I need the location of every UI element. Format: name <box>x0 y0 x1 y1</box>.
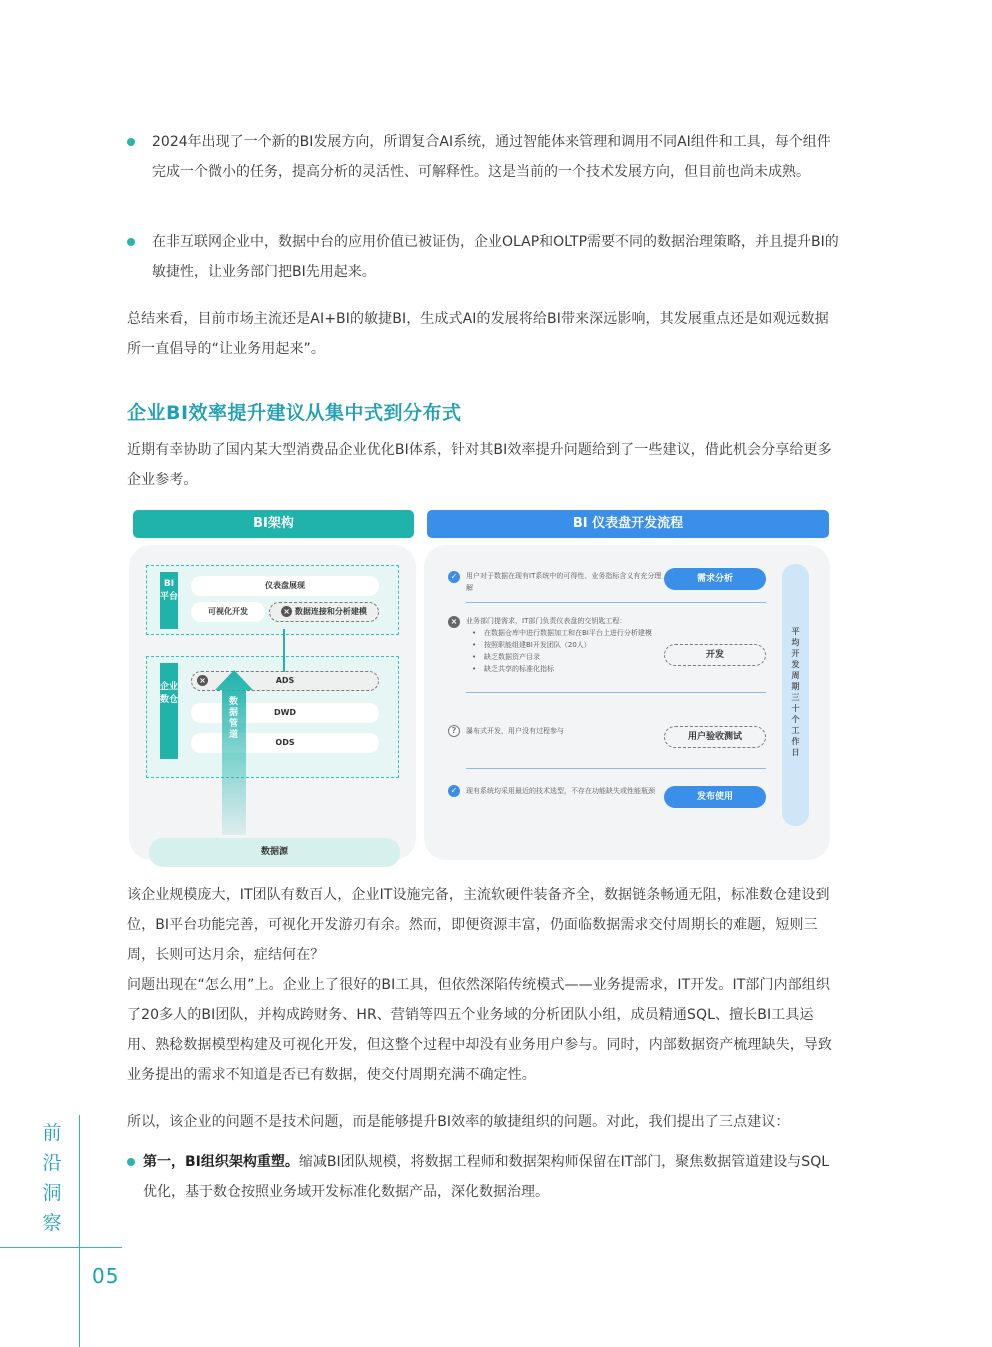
sidebar-title: 前沿洞察 <box>42 1122 62 1234</box>
release-button: 发布使用 <box>664 786 766 808</box>
bullet-dot-icon <box>127 138 135 146</box>
development-button: 开发 <box>664 644 766 666</box>
data-connect-pill: × 数据连接和分析建模 <box>269 602 379 622</box>
step1-text: 用户对于数据在现有IT系统中的可得性、业务指标含义有充分理解 <box>466 572 662 592</box>
step3-text: 瀑布式开发，用户没有过程参与 <box>466 727 564 735</box>
bi-diagram <box>127 510 837 862</box>
sidebar-horizontal-line <box>0 1247 122 1248</box>
divider <box>466 692 766 693</box>
ads-pill: × ADS <box>191 671 379 691</box>
bullet-text: 2024年出现了一个新的BI发展方向，所谓复合AI系统，通过智能体来管理和调用不同AI组件和工具，每个组件完成一个微小的任务，提高分析的灵活性、可解释性。这是当前的一个技术发展方向，但目前也尚未成熟。 <box>152 134 831 180</box>
divider <box>466 602 766 603</box>
uat-button: 用户验收测试 <box>664 726 766 748</box>
step2-text: 业务部门提需求，IT部门负责仪表盘的交钥匙工程： • 在数据仓库中进行数据加工和在BI平台上进行分析建模 • 按照职能组建BI开发团队（20人） • 缺乏数据资产目录 • 缺乏共享的标准化指标 <box>466 615 666 675</box>
bullet-text: 缩减BI团队规模，将数据工程师和数据架构师保留在IT部门，聚焦数据管道建设与SQL优化，基于数仓按照业务域开发标准化数据产品，深化数据治理。 <box>143 1154 830 1200</box>
page-number: 05 <box>92 1264 120 1288</box>
bullet-strong-text: 第一，BI组织架构重塑。 <box>143 1154 299 1170</box>
data-source-pill: 数据源 <box>149 838 400 867</box>
bullet-item-composite-ai <box>127 127 839 187</box>
x-icon: × <box>197 675 208 686</box>
ods-pill: ODS <box>191 733 379 753</box>
bi-platform-label: BI平台 <box>160 572 178 629</box>
section-title: 企业BI效率提升建议从集中式到分布式 <box>127 402 462 424</box>
bullet-dot-icon <box>127 238 135 246</box>
check-icon: ✓ <box>448 785 460 797</box>
avg-cycle-label: 平均开发周期三十个工作日 <box>791 627 800 757</box>
requirement-analysis-button: 需求分析 <box>664 568 766 590</box>
dwd-pill: DWD <box>191 703 379 723</box>
dashboard-display-pill: 仪表盘展现 <box>191 576 379 596</box>
problem-paragraph: 问题出现在“怎么用”上。企业上了很好的BI工具，但依然深陷传统模式——业务提需求，IT开发。IT部门内部组织了20多人的BI团队，并构成跨财务、HR、营销等四五个业务域的分析团队小组，成员精通SQL、擅长BI工具运用、熟稔数据模型构建及可视化开发，但这整个过程中却没有业务用户参与。同时，内部数据资产梳理缺失，导致业务提出的需求不知道是否已有数据，使交付周期充满不确定性。 <box>127 977 832 1083</box>
x-icon: × <box>281 606 292 617</box>
process-panel <box>424 545 830 860</box>
visual-dev-pill: 可视化开发 <box>191 602 265 622</box>
question-icon: ? <box>448 725 460 737</box>
conclusion-paragraph: 所以，该企业的问题不是技术问题，而是能够提升BI效率的敏捷组织的问题。对此，我们提出了三点建议： <box>127 1114 790 1130</box>
bullet-item-org-restructure <box>127 1147 839 1207</box>
bi-architecture-header: BI架构 <box>133 510 414 538</box>
step4-text: 现有系统均采用最近的技术选型，不存在功能缺失或性能瓶颈 <box>466 787 655 795</box>
data-pipeline-label: 数据管道 <box>229 697 239 740</box>
bullet-dot-icon <box>127 1158 135 1166</box>
bullet-text: 在非互联网企业中，数据中台的应用价值已被证伪，企业OLAP和OLTP需要不同的数据治理策略，并且提升BI的敏捷性，让业务部门把BI先用起来。 <box>152 234 839 280</box>
bullet-item-data-middle-platform <box>127 227 839 287</box>
summary-paragraph: 总结来看，目前市场主流还是AI+BI的敏捷BI，生成式AI的发展将给BI带来深远影响，其发展重点还是如观远数据所一直倡导的“让业务用起来”。 <box>127 311 829 357</box>
dashboard-process-header: BI 仪表盘开发流程 <box>427 510 829 538</box>
check-icon: ✓ <box>448 571 460 583</box>
warehouse-label: 企业数仓 <box>160 663 178 759</box>
architecture-panel <box>129 545 416 860</box>
company-paragraph: 该企业规模庞大，IT团队有数百人，企业IT设施完备，主流软硬件装备齐全，数据链条畅通无阻，标准数仓建设到位，BI平台功能完善，可视化开发游刃有余。然而，即便资源丰富，仍面临数据需求交付周期长的难题，短则三周，长则可达月余，症结何在？ <box>127 887 830 963</box>
x-icon: × <box>448 616 460 628</box>
intro-paragraph: 近期有幸协助了国内某大型消费品企业优化BI体系，针对其BI效率提升问题给到了一些建议，借此机会分享给更多企业参考。 <box>127 442 832 488</box>
divider <box>466 768 766 769</box>
sidebar-vertical-line <box>79 1115 80 1347</box>
avg-cycle-bar <box>782 564 809 826</box>
data-pipeline-arrow-icon <box>129 545 416 860</box>
